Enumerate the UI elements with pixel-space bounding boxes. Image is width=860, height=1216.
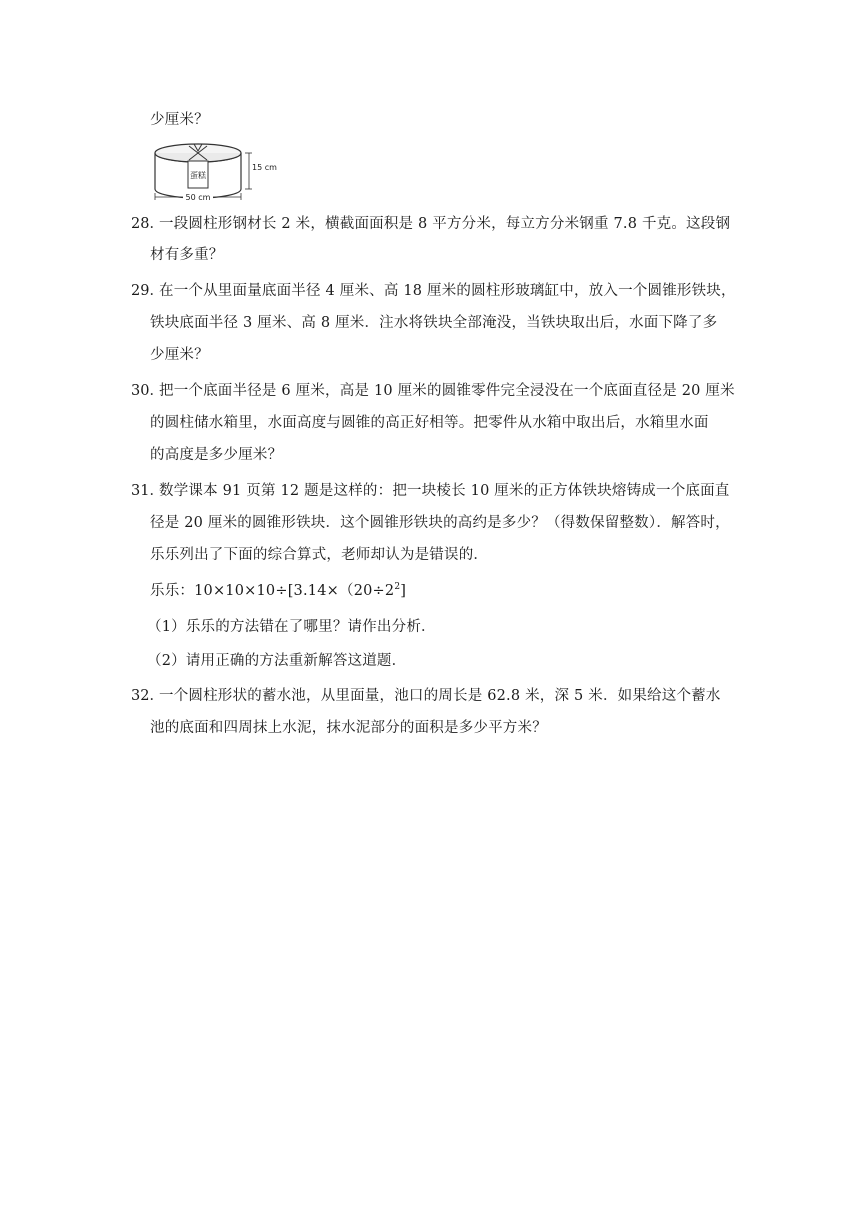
q28-line1: 一段圆柱形钢材长 2 米，横截面面积是 8 平方分米，每立方分米钢重 7.8 千克。这段钢 xyxy=(159,216,731,232)
q30-line3: 的高度是多少厘米？ xyxy=(150,447,283,463)
q32-line2: 池的底面和四周抹上水泥，抹水泥部分的面积是多少平方米？ xyxy=(150,720,547,736)
q31-line3: 乐乐列出了下面的综合算式，老师却认为是错误的． xyxy=(150,547,489,563)
q29-number: 29． xyxy=(131,283,164,299)
height-label: 15 cm xyxy=(252,163,277,172)
width-label: 50 cm xyxy=(185,193,211,202)
q30-line2: 的圆柱储水箱里，水面高度与圆锥的高正好相等。把零件从水箱中取出后，水箱里水面 xyxy=(150,415,709,431)
q31-sub2: （2）请用正确的方法重新解答这道题． xyxy=(147,653,407,669)
q30-number: 30． xyxy=(131,383,164,399)
q27-tail: 少厘米？ xyxy=(150,112,209,128)
q28-number: 28． xyxy=(131,216,164,232)
q32-line1: 一个圆柱形状的蓄水池，从里面量，池口的周长是 62.8 米，深 5 米．如果给这个蓄水 xyxy=(159,688,721,704)
q29-line2: 铁块底面半径 3 厘米、高 8 厘米．注水将铁块全部淹没，当铁块取出后，水面下降了多 xyxy=(150,315,718,331)
q30-line1: 把一个底面半径是 6 厘米，高是 10 厘米的圆锥零件完全浸没在一个底面直径是 20 厘米 xyxy=(159,383,735,399)
q29-line3: 少厘米？ xyxy=(150,347,209,363)
q29-line1: 在一个从里面量底面半径 4 厘米、高 18 厘米的圆柱形玻璃缸中，放入一个圆锥形铁块， xyxy=(159,283,736,299)
cake-cylinder-diagram xyxy=(153,140,283,202)
q31-formula-suffix: ] xyxy=(400,583,407,599)
q31-sub1: （1）乐乐的方法错在了哪里？请作出分析． xyxy=(147,619,436,635)
q31-formula-exponent: 2 xyxy=(394,582,401,593)
q31-formula-prefix: 乐乐：10×10×10÷[3.14×（20÷2 xyxy=(150,583,395,599)
q31-formula xyxy=(150,581,406,601)
q31-line2: 径是 20 厘米的圆锥形铁块．这个圆锥形铁块的高约是多少？（得数保留整数）．解答时， xyxy=(150,515,730,531)
q28-line2: 材有多重？ xyxy=(150,247,224,263)
cake-figure xyxy=(153,140,283,202)
q31-number: 31． xyxy=(131,483,164,499)
q32-number: 32． xyxy=(131,688,164,704)
q31-line1: 数学课本 91 页第 12 题是这样的：把一块棱长 10 厘米的正方体铁块熔铸成一个底面直 xyxy=(159,483,730,499)
cake-label: 蛋糕 xyxy=(190,171,206,180)
